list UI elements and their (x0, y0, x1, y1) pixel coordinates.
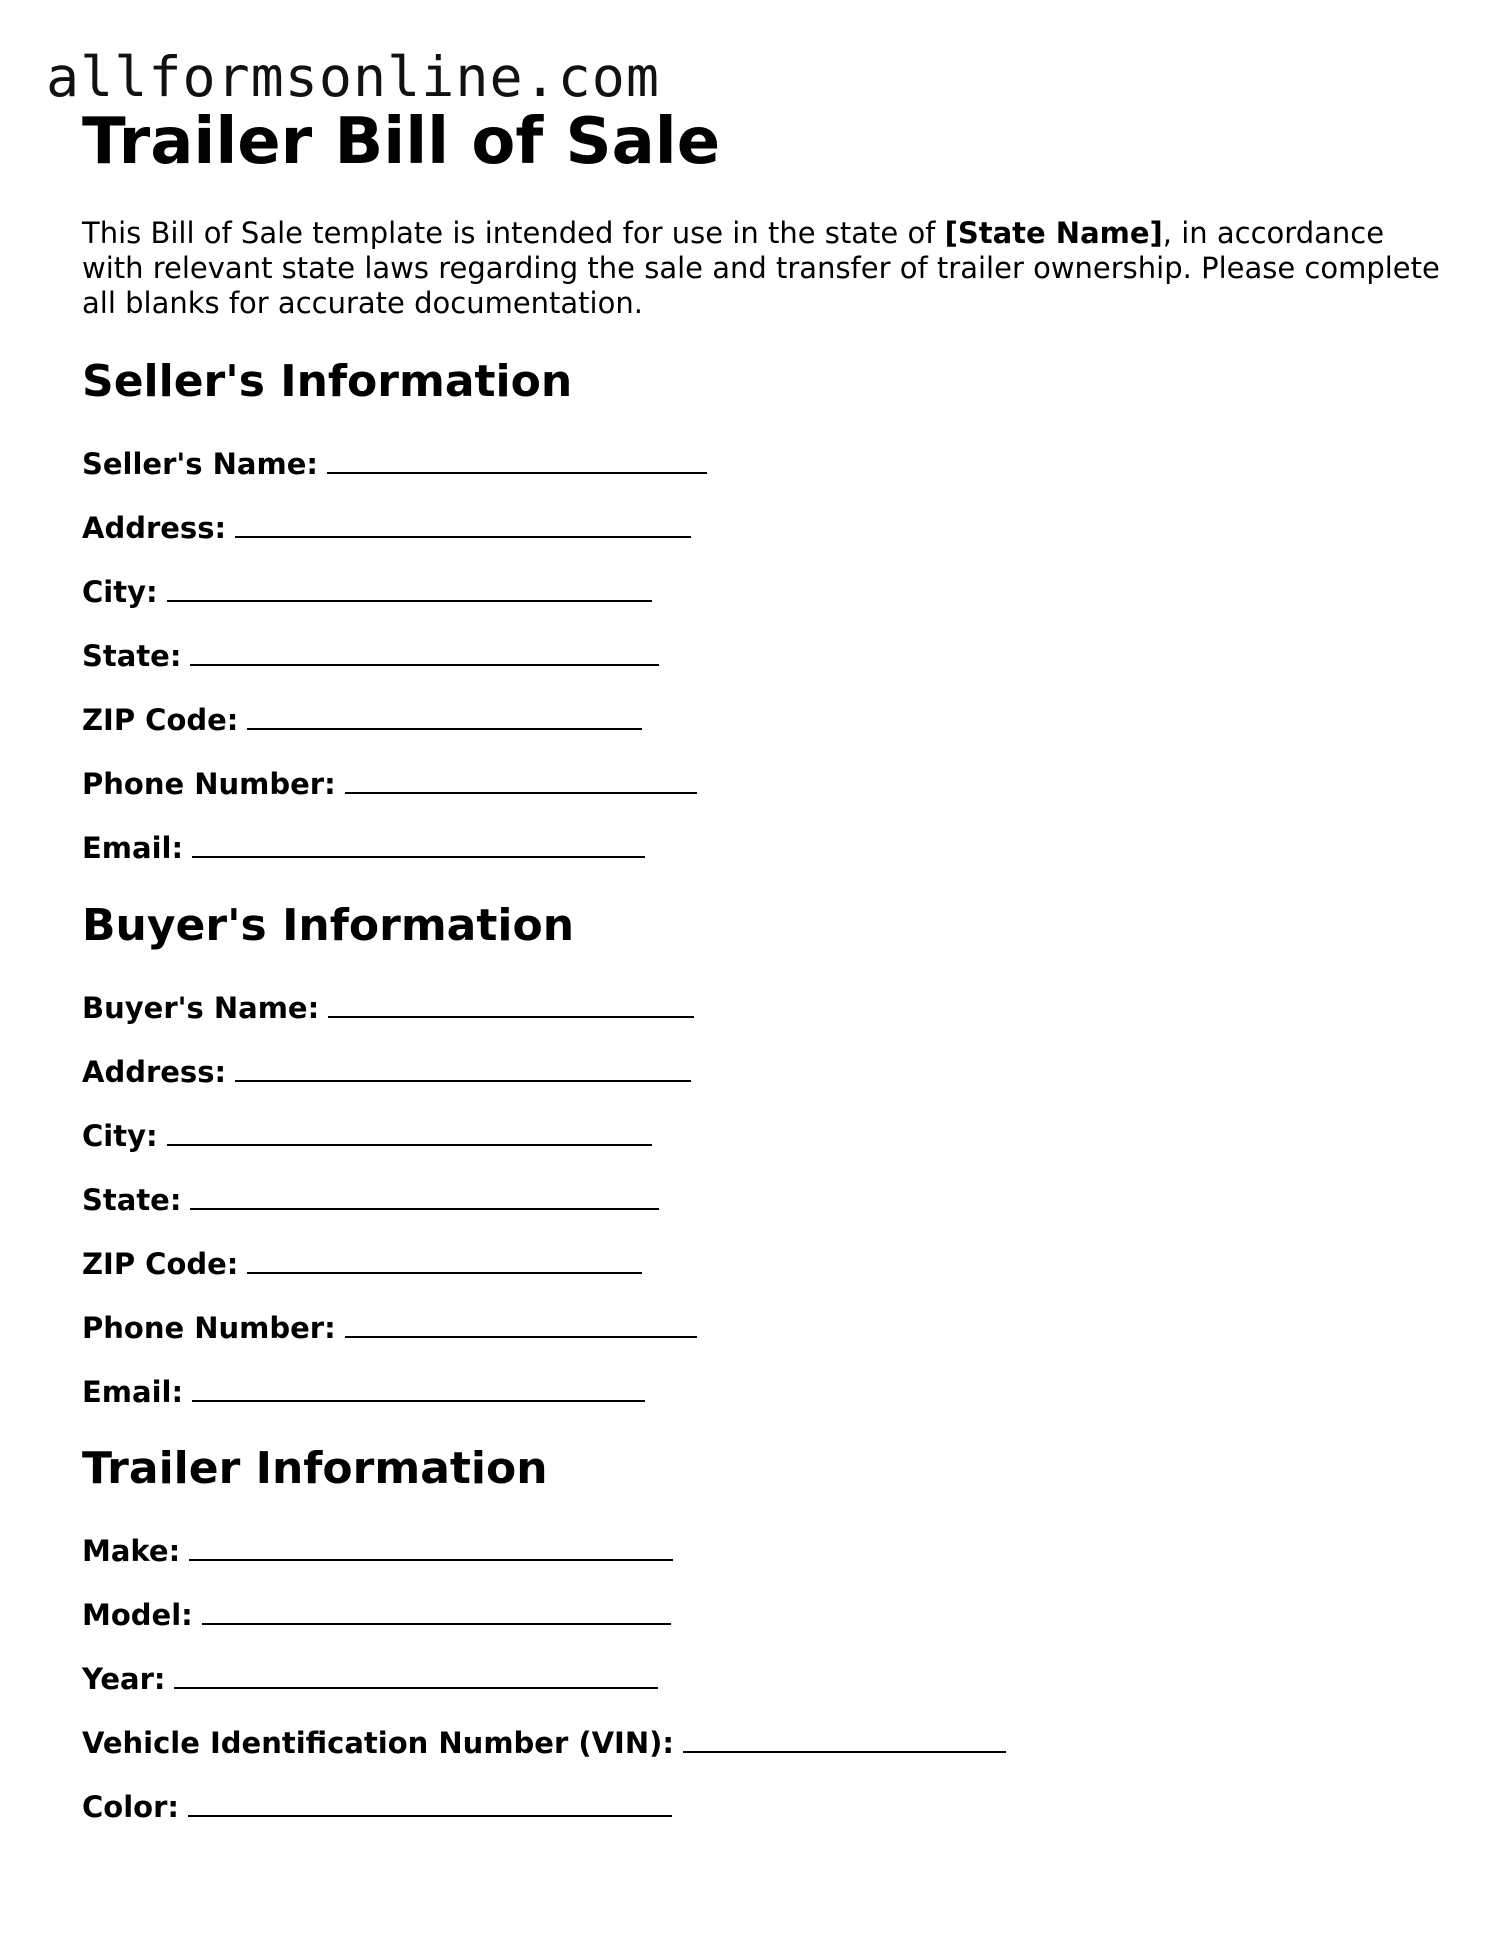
buyer-address-field (82, 1054, 691, 1090)
seller-address-blank[interactable] (235, 512, 691, 538)
trailer-vin-blank[interactable] (683, 1727, 1006, 1753)
trailer-color-field (82, 1789, 672, 1825)
trailer-make-label: Make: (82, 1534, 181, 1568)
buyer-address-blank[interactable] (235, 1056, 691, 1082)
trailer-year-blank[interactable] (174, 1663, 658, 1689)
seller-section-heading: Seller's Information (82, 356, 573, 407)
buyer-name-label: Buyer's Name: (82, 991, 320, 1025)
trailer-color-label: Color: (82, 1790, 179, 1824)
trailer-model-label: Model: (82, 1598, 193, 1632)
intro-text-start: This Bill of Sale template is intended for use in the state of (82, 216, 945, 250)
seller-city-blank[interactable] (167, 576, 652, 602)
seller-zip-field (82, 702, 642, 738)
seller-address-field (82, 510, 691, 546)
seller-city-label: City: (82, 575, 158, 609)
state-name-placeholder: [State Name] (944, 216, 1163, 250)
seller-name-blank[interactable] (327, 448, 707, 474)
buyer-email-label: Email: (82, 1375, 184, 1409)
intro-paragraph (82, 216, 1442, 321)
trailer-vin-label: Vehicle Identification Number (VIN): (82, 1726, 674, 1760)
trailer-year-field (82, 1661, 658, 1697)
seller-email-field (82, 830, 645, 866)
intro-text-end: , in accordance with relevant state laws regarding the sale and transfer of trailer ownership. Please complete all blanks for accurate documentation. (82, 216, 1440, 320)
page-title: Trailer Bill of Sale (82, 105, 721, 179)
buyer-state-label: State: (82, 1183, 182, 1217)
seller-phone-label: Phone Number: (82, 767, 336, 801)
buyer-phone-label: Phone Number: (82, 1311, 336, 1345)
buyer-phone-blank[interactable] (345, 1312, 697, 1338)
buyer-name-field (82, 990, 694, 1026)
trailer-section-heading: Trailer Information (82, 1443, 548, 1494)
buyer-zip-field (82, 1246, 642, 1282)
seller-state-label: State: (82, 639, 182, 673)
seller-zip-blank[interactable] (247, 704, 642, 730)
seller-zip-label: ZIP Code: (82, 703, 239, 737)
buyer-email-field (82, 1374, 645, 1410)
seller-name-label: Seller's Name: (82, 447, 318, 481)
seller-phone-field (82, 766, 697, 802)
buyer-city-blank[interactable] (167, 1120, 652, 1146)
buyer-state-blank[interactable] (190, 1184, 659, 1210)
trailer-vin-field (82, 1725, 1006, 1761)
trailer-model-blank[interactable] (202, 1599, 671, 1625)
seller-email-label: Email: (82, 831, 184, 865)
seller-state-field (82, 638, 659, 674)
watermark: allformsonline.com (46, 45, 661, 109)
buyer-zip-blank[interactable] (247, 1248, 642, 1274)
buyer-zip-label: ZIP Code: (82, 1247, 239, 1281)
trailer-color-blank[interactable] (188, 1791, 672, 1817)
buyer-city-label: City: (82, 1119, 158, 1153)
trailer-make-blank[interactable] (189, 1535, 673, 1561)
buyer-section-heading: Buyer's Information (82, 900, 575, 951)
seller-address-label: Address: (82, 511, 227, 545)
seller-state-blank[interactable] (190, 640, 659, 666)
seller-phone-blank[interactable] (345, 768, 697, 794)
seller-city-field (82, 574, 652, 610)
trailer-model-field (82, 1597, 671, 1633)
seller-email-blank[interactable] (192, 832, 645, 858)
trailer-make-field (82, 1533, 673, 1569)
buyer-phone-field (82, 1310, 697, 1346)
seller-name-field (82, 446, 707, 482)
buyer-email-blank[interactable] (192, 1376, 645, 1402)
buyer-state-field (82, 1182, 659, 1218)
trailer-year-label: Year: (82, 1662, 166, 1696)
buyer-address-label: Address: (82, 1055, 227, 1089)
buyer-city-field (82, 1118, 652, 1154)
buyer-name-blank[interactable] (328, 992, 694, 1018)
